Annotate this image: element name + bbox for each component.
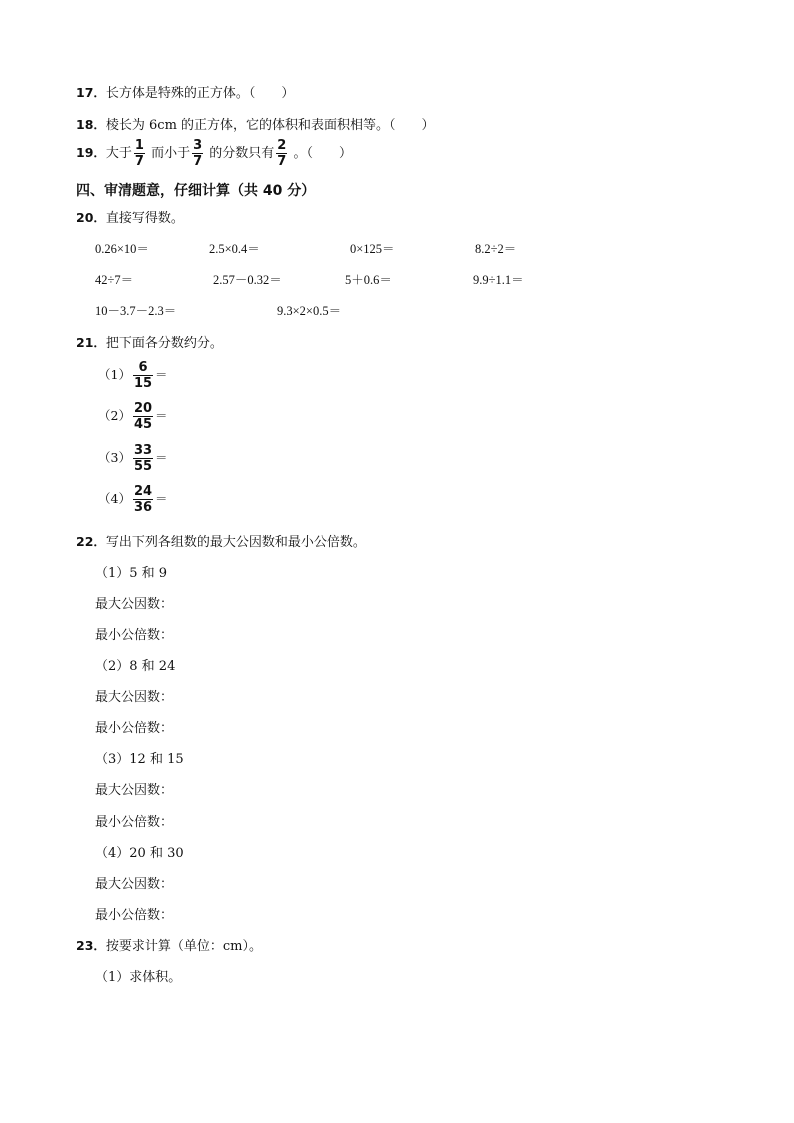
fraction: $\frac{24}{36}$ <box>133 484 153 515</box>
calc-item: 42÷7＝ <box>95 273 134 287</box>
fraction-2-7: $\frac{2}{7}$ <box>277 138 287 169</box>
question-17 <box>76 82 294 101</box>
question-text: 把下面各分数约分。 <box>105 336 223 351</box>
group-label: （3）12 和 15 <box>95 752 184 767</box>
lcm-label: 最小公倍数： <box>95 908 174 923</box>
question-19: 19．大于 $\frac{1}{7}$ 而小于 $\frac{3}{7}$ 的分数只有 $\frac{2}{7}$ 。（ ） <box>76 138 352 169</box>
question-text: 写出下列各组数的最大公因数和最小公倍数。 <box>105 535 366 550</box>
question-number: 23． <box>76 938 106 953</box>
section-heading: 四、审清题意，仔细计算（共 40 分） <box>76 183 316 199</box>
question-number: 17． <box>76 85 106 100</box>
gcd-label: 最大公因数： <box>95 690 174 705</box>
question-23 <box>76 935 262 954</box>
question-text: 棱长为 6cm 的正方体，它的体积和表面积相等。（ ） <box>105 118 435 133</box>
question-number: 21． <box>76 335 106 350</box>
calc-item: 0×125＝ <box>350 242 395 256</box>
question-number: 19． <box>76 145 106 160</box>
group-label: （4）20 和 30 <box>95 846 184 861</box>
question-number: 18． <box>76 117 106 132</box>
question-text: 长方体是特殊的正方体。（ ） <box>105 86 295 101</box>
gcd-label: 最大公因数： <box>95 597 174 612</box>
calc-item: 8.2÷2＝ <box>475 242 517 256</box>
fraction: $\frac{20}{45}$ <box>133 401 153 432</box>
fraction-1-7: $\frac{1}{7}$ <box>134 138 144 169</box>
fraction-item-1: （1） $\frac{6}{15}$ ＝ <box>98 360 168 391</box>
calc-item: 0.26×10＝ <box>95 242 149 256</box>
group-label: （2）8 和 24 <box>95 659 176 674</box>
group-label: （1）5 和 9 <box>95 566 168 581</box>
calc-item: 10－3.7－2.3＝ <box>95 304 177 318</box>
fraction-item-2: （2） $\frac{20}{45}$ ＝ <box>98 401 168 432</box>
sub-question-1: （1）求体积。 <box>95 970 182 985</box>
lcm-label: 最小公倍数： <box>95 815 174 830</box>
fraction: $\frac{6}{15}$ <box>133 360 153 391</box>
gcd-label: 最大公因数： <box>95 877 174 892</box>
question-number: 20． <box>76 210 106 225</box>
gcd-label: 最大公因数： <box>95 783 174 798</box>
calc-item: 2.5×0.4＝ <box>209 242 260 256</box>
question-21 <box>76 332 223 351</box>
question-20 <box>76 207 184 226</box>
fraction-3-7: $\frac{3}{7}$ <box>193 138 203 169</box>
question-text: 直接写得数。 <box>105 211 184 226</box>
calc-item: 9.3×2×0.5＝ <box>277 304 342 318</box>
fraction-item-4: （4） $\frac{24}{36}$ ＝ <box>98 484 168 515</box>
lcm-label: 最小公倍数： <box>95 628 174 643</box>
calc-item: 9.9÷1.1＝ <box>473 273 524 287</box>
fraction-item-3: （3） $\frac{33}{55}$ ＝ <box>98 443 168 474</box>
calc-item: 5＋0.6＝ <box>345 273 392 287</box>
question-number: 22． <box>76 534 106 549</box>
question-18 <box>76 114 435 133</box>
lcm-label: 最小公倍数： <box>95 721 174 736</box>
question-text: 按要求计算（单位：cm）。 <box>105 939 263 954</box>
calc-item: 2.57－0.32＝ <box>213 273 282 287</box>
question-22 <box>76 531 366 550</box>
fraction: $\frac{33}{55}$ <box>133 443 153 474</box>
